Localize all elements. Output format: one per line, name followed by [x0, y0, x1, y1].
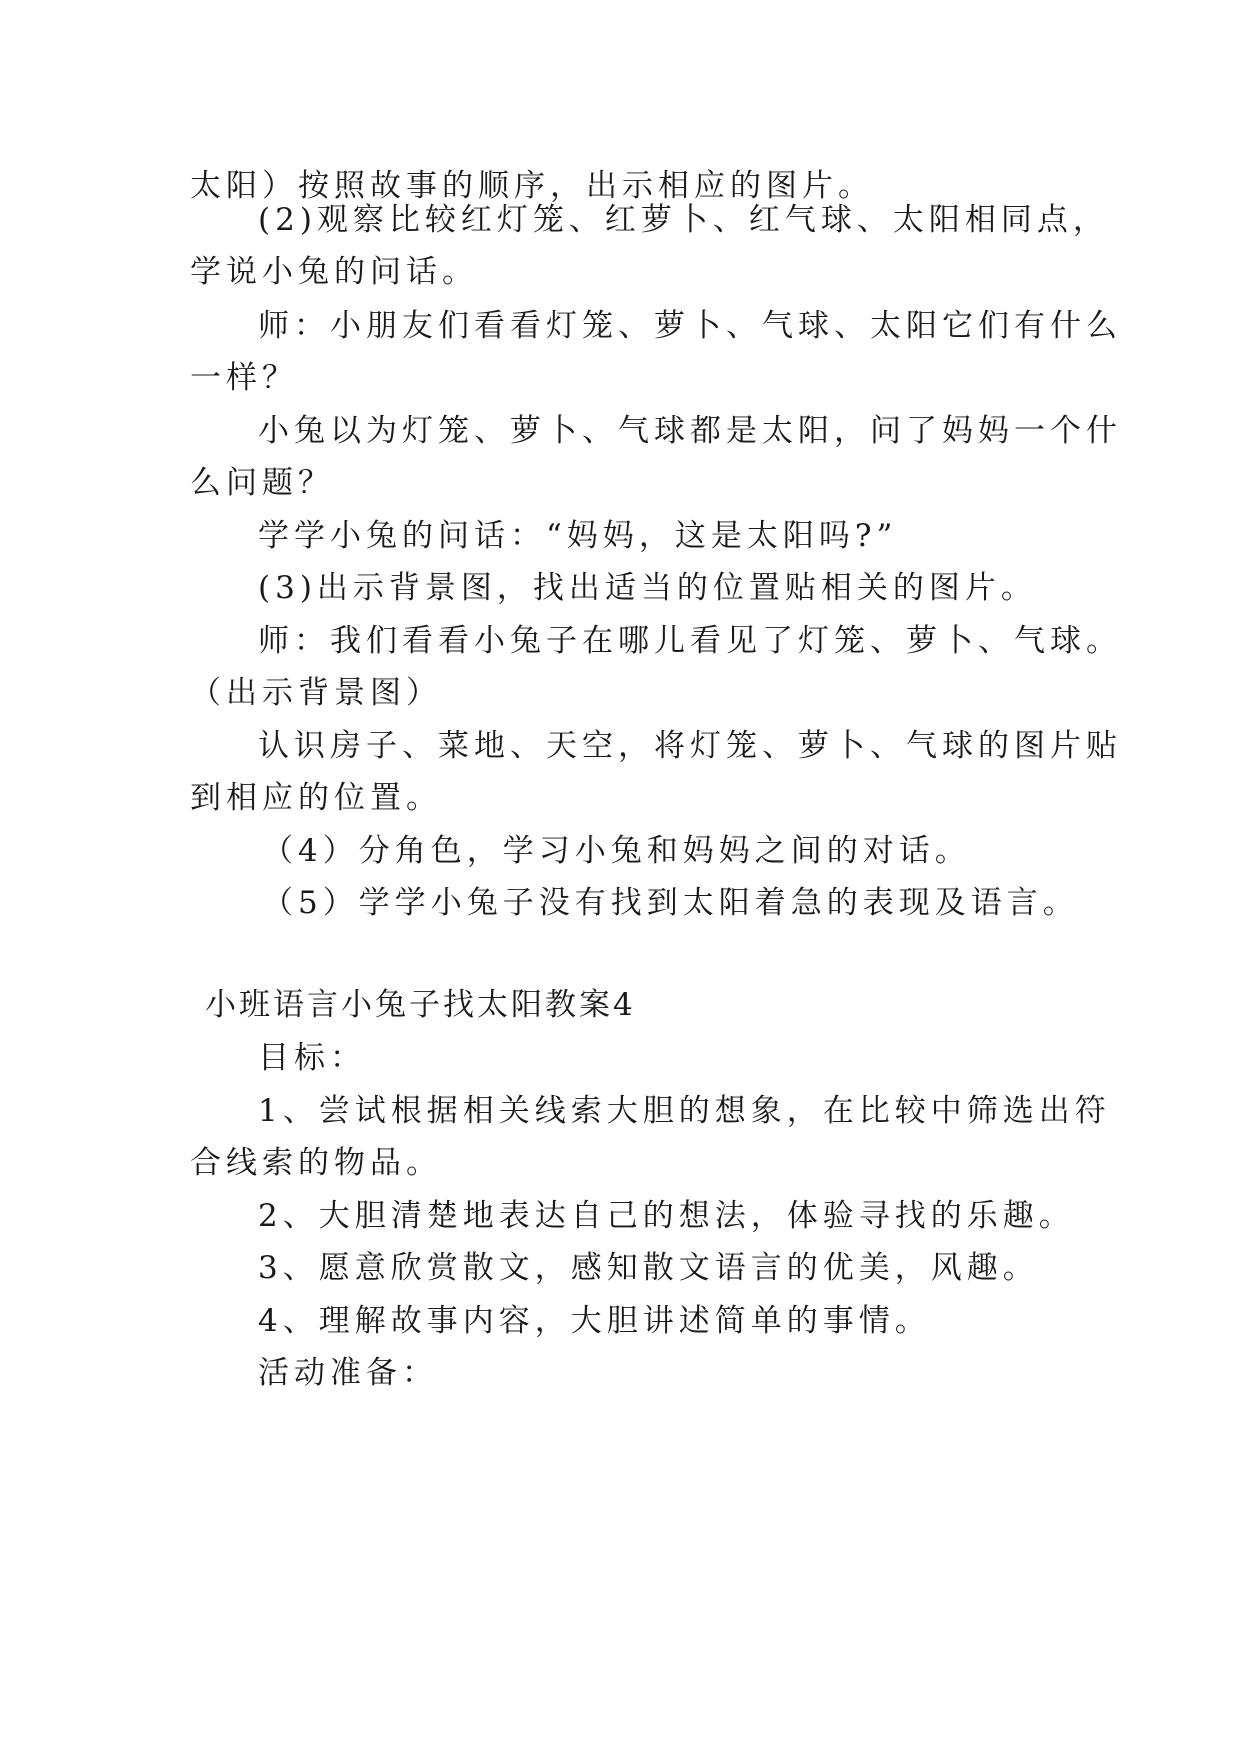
text-line-15: （5）学学小兔子没有找到太阳着急的表现及语言。 — [262, 885, 1079, 921]
text-line-2: (2)观察比较红灯笼、红萝卜、红气球、太阳相同点， — [258, 202, 1109, 238]
text-line-5: 一样？ — [190, 360, 298, 396]
text-line-14: （4）分角色，学习小兔和妈妈之间的对话。 — [262, 833, 971, 869]
text-line-13: 到相应的位置。 — [190, 780, 442, 816]
text-line-6: 小兔以为灯笼、萝卜、气球都是太阳，问了妈妈一个什 — [258, 413, 1122, 449]
text-line-8: 学学小兔的问话：“妈妈，这是太阳吗?” — [258, 518, 898, 554]
text-line-4: 师：小朋友们看看灯笼、萝卜、气球、太阳它们有什么 — [258, 308, 1122, 344]
text-line-20: 2、大胆清楚地表达自己的想法，体验寻找的乐趣。 — [258, 1198, 1075, 1234]
text-line-18: 1、尝试根据相关线索大胆的想象，在比较中筛选出符 — [258, 1093, 1111, 1129]
text-line-17: 目标： — [258, 1040, 366, 1076]
text-line-11: （出示背景图） — [190, 675, 442, 711]
text-line-9: (3)出示背景图，找出适当的位置贴相关的图片。 — [258, 570, 1037, 606]
text-line-21: 3、愿意欣赏散文，感知散文语言的优美，风趣。 — [258, 1250, 1039, 1286]
text-line-12: 认识房子、菜地、天空，将灯笼、萝卜、气球的图片贴 — [258, 728, 1122, 764]
text-line-10: 师：我们看看小兔子在哪儿看见了灯笼、萝卜、气球。 — [258, 623, 1122, 659]
text-line-23: 活动准备： — [258, 1355, 438, 1391]
text-line-7: 么问题？ — [190, 465, 334, 501]
text-line-1: 太阳）按照故事的顺序，出示相应的图片。 — [190, 168, 874, 204]
section-heading: 小班语言小兔子找太阳教案4 — [205, 987, 636, 1023]
text-line-3: 学说小兔的问话。 — [190, 254, 478, 290]
text-line-22: 4、理解故事内容，大胆讲述简单的事情。 — [258, 1303, 931, 1339]
text-line-19: 合线索的物品。 — [190, 1145, 442, 1181]
